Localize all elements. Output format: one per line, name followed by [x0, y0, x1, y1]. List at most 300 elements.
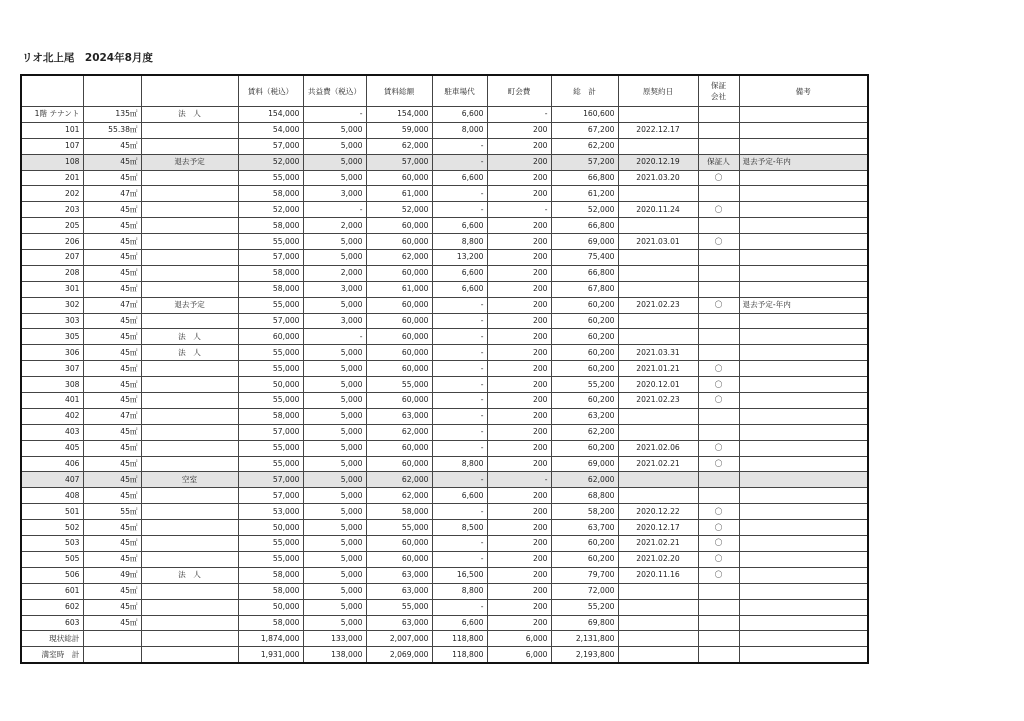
- cell-area: 55.38㎡: [83, 122, 141, 138]
- cell-guarantor: 〇: [698, 456, 739, 472]
- cell-parking: -: [432, 297, 487, 313]
- cell-status: [141, 202, 238, 218]
- cell-grand-total: 60,200: [551, 536, 618, 552]
- cell-guarantor: 〇: [698, 504, 739, 520]
- cell-rent: 57,000: [238, 250, 303, 266]
- cell-parking: 6,600: [432, 615, 487, 631]
- cell-common-fee: 5,000: [303, 583, 366, 599]
- cell-room: 408: [21, 488, 83, 504]
- table-row: [21, 472, 868, 488]
- cell-room: 現状総計: [21, 631, 83, 647]
- cell-parking: 13,200: [432, 250, 487, 266]
- cell-common-fee: 2,000: [303, 265, 366, 281]
- cell-area: 45㎡: [83, 456, 141, 472]
- cell-grand-total: 63,700: [551, 520, 618, 536]
- cell-grand-total: 52,000: [551, 202, 618, 218]
- page-title: リオ北上尾 2024年8月度: [22, 52, 153, 64]
- cell-guarantor: 〇: [698, 361, 739, 377]
- cell-common-fee: 2,000: [303, 218, 366, 234]
- cell-contract-date: [618, 647, 698, 663]
- cell-association-fee: -: [487, 472, 551, 488]
- cell-room: 202: [21, 186, 83, 202]
- cell-room: 505: [21, 551, 83, 567]
- cell-rent: 58,000: [238, 615, 303, 631]
- cell-guarantor: 〇: [698, 567, 739, 583]
- cell-status: [141, 265, 238, 281]
- cell-remarks: [739, 408, 868, 424]
- cell-contract-date: 2021.02.21: [618, 536, 698, 552]
- cell-status: [141, 138, 238, 154]
- cell-association-fee: 200: [487, 122, 551, 138]
- cell-status: [141, 424, 238, 440]
- cell-remarks: [739, 234, 868, 250]
- cell-guarantor: 〇: [698, 297, 739, 313]
- table-row: [21, 154, 868, 170]
- cell-association-fee: 200: [487, 393, 551, 409]
- cell-rent-total: 60,000: [366, 551, 432, 567]
- cell-remarks: [739, 472, 868, 488]
- cell-rent-total: 58,000: [366, 504, 432, 520]
- cell-rent-total: 63,000: [366, 408, 432, 424]
- cell-rent-total: 55,000: [366, 520, 432, 536]
- cell-contract-date: 2020.12.17: [618, 520, 698, 536]
- cell-grand-total: 60,200: [551, 440, 618, 456]
- cell-guarantor: 〇: [698, 377, 739, 393]
- cell-area: 45㎡: [83, 154, 141, 170]
- cell-rent: 55,000: [238, 440, 303, 456]
- cell-grand-total: 67,200: [551, 122, 618, 138]
- cell-parking: 6,600: [432, 107, 487, 123]
- cell-rent-total: 62,000: [366, 138, 432, 154]
- table-row: [21, 170, 868, 186]
- cell-parking: 6,600: [432, 265, 487, 281]
- cell-remarks: [739, 599, 868, 615]
- cell-rent: 1,874,000: [238, 631, 303, 647]
- cell-rent: 55,000: [238, 297, 303, 313]
- cell-room: 205: [21, 218, 83, 234]
- cell-guarantor: [698, 488, 739, 504]
- cell-area: 45㎡: [83, 615, 141, 631]
- cell-grand-total: 69,000: [551, 234, 618, 250]
- cell-rent: 55,000: [238, 170, 303, 186]
- cell-status: [141, 250, 238, 266]
- cell-room: 502: [21, 520, 83, 536]
- cell-common-fee: 5,000: [303, 297, 366, 313]
- table-row: [21, 520, 868, 536]
- cell-common-fee: 5,000: [303, 567, 366, 583]
- cell-rent: 58,000: [238, 281, 303, 297]
- header-common-fee: 共益費（税込）: [303, 75, 366, 107]
- totals-row: [21, 647, 868, 663]
- cell-rent: 54,000: [238, 122, 303, 138]
- table-body: [21, 107, 868, 664]
- cell-parking: -: [432, 361, 487, 377]
- cell-area: 45㎡: [83, 583, 141, 599]
- header-guarantor: 保証 会社: [698, 75, 739, 107]
- cell-common-fee: 5,000: [303, 615, 366, 631]
- cell-rent: 55,000: [238, 456, 303, 472]
- cell-room: 506: [21, 567, 83, 583]
- cell-parking: 118,800: [432, 631, 487, 647]
- cell-common-fee: 5,000: [303, 377, 366, 393]
- cell-grand-total: 62,000: [551, 472, 618, 488]
- cell-status: [141, 281, 238, 297]
- cell-status: [141, 361, 238, 377]
- table-row: [21, 615, 868, 631]
- cell-contract-date: [618, 631, 698, 647]
- table-row: [21, 234, 868, 250]
- cell-rent-total: 2,007,000: [366, 631, 432, 647]
- header-status: [141, 75, 238, 107]
- cell-remarks: [739, 615, 868, 631]
- cell-remarks: [739, 138, 868, 154]
- cell-parking: -: [432, 551, 487, 567]
- cell-area: 45㎡: [83, 218, 141, 234]
- cell-rent-total: 60,000: [366, 329, 432, 345]
- cell-remarks: [739, 170, 868, 186]
- cell-grand-total: 69,000: [551, 456, 618, 472]
- cell-guarantor: 〇: [698, 520, 739, 536]
- cell-rent-total: 60,000: [366, 361, 432, 377]
- cell-rent-total: 60,000: [366, 345, 432, 361]
- table-row: [21, 250, 868, 266]
- cell-grand-total: 2,193,800: [551, 647, 618, 663]
- cell-common-fee: 5,000: [303, 138, 366, 154]
- cell-room: 307: [21, 361, 83, 377]
- cell-remarks: [739, 107, 868, 123]
- cell-grand-total: 66,800: [551, 218, 618, 234]
- cell-contract-date: 2021.03.20: [618, 170, 698, 186]
- cell-status: [141, 551, 238, 567]
- cell-grand-total: 75,400: [551, 250, 618, 266]
- cell-rent-total: 52,000: [366, 202, 432, 218]
- cell-association-fee: 200: [487, 361, 551, 377]
- cell-parking: -: [432, 202, 487, 218]
- cell-contract-date: 2021.03.01: [618, 234, 698, 250]
- cell-rent: 55,000: [238, 361, 303, 377]
- cell-contract-date: [618, 265, 698, 281]
- cell-parking: -: [432, 329, 487, 345]
- cell-association-fee: 200: [487, 138, 551, 154]
- cell-remarks: [739, 456, 868, 472]
- cell-area: 45㎡: [83, 551, 141, 567]
- cell-contract-date: 2021.03.31: [618, 345, 698, 361]
- cell-rent-total: 60,000: [366, 440, 432, 456]
- cell-common-fee: 3,000: [303, 281, 366, 297]
- cell-area: 45㎡: [83, 234, 141, 250]
- cell-association-fee: 200: [487, 504, 551, 520]
- cell-rent: 50,000: [238, 377, 303, 393]
- cell-room: 603: [21, 615, 83, 631]
- cell-contract-date: [618, 615, 698, 631]
- cell-guarantor: [698, 408, 739, 424]
- cell-parking: 6,600: [432, 281, 487, 297]
- cell-parking: -: [432, 599, 487, 615]
- cell-area: 45㎡: [83, 440, 141, 456]
- cell-room: 501: [21, 504, 83, 520]
- cell-grand-total: 61,200: [551, 186, 618, 202]
- cell-common-fee: 5,000: [303, 551, 366, 567]
- table-row: [21, 456, 868, 472]
- cell-remarks: [739, 393, 868, 409]
- cell-contract-date: [618, 599, 698, 615]
- cell-status: [141, 170, 238, 186]
- cell-guarantor: [698, 281, 739, 297]
- cell-common-fee: 5,000: [303, 472, 366, 488]
- cell-rent: 1,931,000: [238, 647, 303, 663]
- table-row: [21, 345, 868, 361]
- cell-association-fee: 200: [487, 250, 551, 266]
- table-row: [21, 202, 868, 218]
- cell-contract-date: [618, 424, 698, 440]
- cell-grand-total: 66,800: [551, 265, 618, 281]
- cell-contract-date: 2021.02.21: [618, 456, 698, 472]
- cell-rent: 55,000: [238, 345, 303, 361]
- cell-parking: -: [432, 186, 487, 202]
- cell-area: 47㎡: [83, 297, 141, 313]
- cell-rent-total: 63,000: [366, 567, 432, 583]
- cell-status: [141, 122, 238, 138]
- header-row: [21, 75, 868, 107]
- cell-association-fee: 200: [487, 408, 551, 424]
- cell-contract-date: 2020.12.19: [618, 154, 698, 170]
- cell-room: 101: [21, 122, 83, 138]
- cell-contract-date: [618, 329, 698, 345]
- cell-room: 601: [21, 583, 83, 599]
- cell-room: 402: [21, 408, 83, 424]
- cell-rent-total: 60,000: [366, 297, 432, 313]
- cell-remarks: [739, 504, 868, 520]
- cell-rent-total: 57,000: [366, 154, 432, 170]
- cell-status: 法 人: [141, 107, 238, 123]
- cell-contract-date: [618, 218, 698, 234]
- cell-contract-date: 2020.12.01: [618, 377, 698, 393]
- cell-common-fee: 5,000: [303, 424, 366, 440]
- cell-area: 45㎡: [83, 138, 141, 154]
- cell-association-fee: 6,000: [487, 647, 551, 663]
- cell-contract-date: 2020.12.22: [618, 504, 698, 520]
- cell-guarantor: [698, 313, 739, 329]
- cell-guarantor: [698, 631, 739, 647]
- cell-contract-date: 2021.01.21: [618, 361, 698, 377]
- header-grand-total: 総 計: [551, 75, 618, 107]
- cell-common-fee: 5,000: [303, 408, 366, 424]
- cell-remarks: [739, 536, 868, 552]
- cell-room: 206: [21, 234, 83, 250]
- cell-remarks: [739, 281, 868, 297]
- cell-grand-total: 66,800: [551, 170, 618, 186]
- table-row: [21, 583, 868, 599]
- cell-parking: 118,800: [432, 647, 487, 663]
- cell-rent-total: 62,000: [366, 250, 432, 266]
- cell-rent-total: 62,000: [366, 472, 432, 488]
- cell-association-fee: 200: [487, 488, 551, 504]
- cell-rent: 58,000: [238, 265, 303, 281]
- table-row: [21, 504, 868, 520]
- cell-rent-total: 154,000: [366, 107, 432, 123]
- cell-parking: 6,600: [432, 488, 487, 504]
- cell-guarantor: 〇: [698, 170, 739, 186]
- cell-rent: 58,000: [238, 186, 303, 202]
- cell-association-fee: 200: [487, 234, 551, 250]
- cell-remarks: [739, 361, 868, 377]
- table-row: [21, 361, 868, 377]
- cell-guarantor: [698, 107, 739, 123]
- cell-parking: -: [432, 138, 487, 154]
- cell-grand-total: 79,700: [551, 567, 618, 583]
- cell-status: [141, 647, 238, 663]
- cell-rent-total: 60,000: [366, 313, 432, 329]
- cell-common-fee: 3,000: [303, 186, 366, 202]
- cell-status: [141, 408, 238, 424]
- cell-area: 45㎡: [83, 424, 141, 440]
- cell-guarantor: [698, 615, 739, 631]
- cell-rent: 57,000: [238, 138, 303, 154]
- cell-status: [141, 583, 238, 599]
- cell-status: 退去予定: [141, 297, 238, 313]
- cell-parking: -: [432, 440, 487, 456]
- cell-status: 空室: [141, 472, 238, 488]
- cell-room: 302: [21, 297, 83, 313]
- cell-area: 47㎡: [83, 408, 141, 424]
- cell-association-fee: 200: [487, 551, 551, 567]
- rent-roll-table: [20, 74, 869, 664]
- table-row: [21, 329, 868, 345]
- cell-association-fee: 200: [487, 440, 551, 456]
- cell-grand-total: 60,200: [551, 297, 618, 313]
- cell-parking: 8,800: [432, 456, 487, 472]
- cell-common-fee: 5,000: [303, 345, 366, 361]
- cell-area: 45㎡: [83, 377, 141, 393]
- cell-area: 45㎡: [83, 361, 141, 377]
- table-row: [21, 218, 868, 234]
- cell-common-fee: 5,000: [303, 536, 366, 552]
- cell-association-fee: -: [487, 107, 551, 123]
- cell-grand-total: 60,200: [551, 361, 618, 377]
- cell-contract-date: [618, 107, 698, 123]
- cell-common-fee: 3,000: [303, 313, 366, 329]
- cell-contract-date: [618, 472, 698, 488]
- cell-rent-total: 60,000: [366, 218, 432, 234]
- header-rent: 賃料（税込）: [238, 75, 303, 107]
- table-row: [21, 599, 868, 615]
- cell-grand-total: 60,200: [551, 329, 618, 345]
- cell-guarantor: [698, 329, 739, 345]
- cell-room: 満室時 計: [21, 647, 83, 663]
- cell-grand-total: 63,200: [551, 408, 618, 424]
- cell-room: 602: [21, 599, 83, 615]
- cell-association-fee: 200: [487, 520, 551, 536]
- table-row: [21, 297, 868, 313]
- cell-room: 107: [21, 138, 83, 154]
- cell-room: 108: [21, 154, 83, 170]
- cell-status: [141, 536, 238, 552]
- table-row: [21, 408, 868, 424]
- cell-remarks: [739, 265, 868, 281]
- cell-common-fee: -: [303, 329, 366, 345]
- cell-association-fee: 200: [487, 583, 551, 599]
- cell-contract-date: 2020.11.16: [618, 567, 698, 583]
- cell-grand-total: 62,200: [551, 138, 618, 154]
- header-contract-date: 原契約日: [618, 75, 698, 107]
- cell-common-fee: 138,000: [303, 647, 366, 663]
- table-row: [21, 551, 868, 567]
- table-row: [21, 265, 868, 281]
- cell-status: [141, 186, 238, 202]
- cell-rent: 57,000: [238, 488, 303, 504]
- cell-remarks: [739, 520, 868, 536]
- cell-rent-total: 60,000: [366, 170, 432, 186]
- cell-rent-total: 63,000: [366, 615, 432, 631]
- cell-status: [141, 440, 238, 456]
- cell-rent: 154,000: [238, 107, 303, 123]
- cell-association-fee: 200: [487, 218, 551, 234]
- cell-status: [141, 599, 238, 615]
- cell-guarantor: [698, 250, 739, 266]
- cell-area: 135㎡: [83, 107, 141, 123]
- cell-rent-total: 60,000: [366, 234, 432, 250]
- cell-contract-date: [618, 250, 698, 266]
- cell-remarks: [739, 631, 868, 647]
- cell-common-fee: 5,000: [303, 250, 366, 266]
- cell-association-fee: 200: [487, 345, 551, 361]
- cell-room: 208: [21, 265, 83, 281]
- cell-grand-total: 58,200: [551, 504, 618, 520]
- cell-grand-total: 62,200: [551, 424, 618, 440]
- table-row: [21, 567, 868, 583]
- cell-contract-date: [618, 281, 698, 297]
- cell-rent-total: 62,000: [366, 424, 432, 440]
- cell-status: 法 人: [141, 345, 238, 361]
- cell-association-fee: 200: [487, 567, 551, 583]
- cell-remarks: [739, 551, 868, 567]
- cell-rent-total: 59,000: [366, 122, 432, 138]
- cell-status: [141, 456, 238, 472]
- cell-remarks: 退去予定-年内: [739, 297, 868, 313]
- totals-row: [21, 631, 868, 647]
- cell-area: 45㎡: [83, 345, 141, 361]
- cell-status: [141, 234, 238, 250]
- cell-room: 203: [21, 202, 83, 218]
- cell-area: 45㎡: [83, 313, 141, 329]
- cell-common-fee: -: [303, 202, 366, 218]
- cell-association-fee: 200: [487, 154, 551, 170]
- cell-association-fee: -: [487, 202, 551, 218]
- cell-area: 45㎡: [83, 520, 141, 536]
- cell-rent-total: 55,000: [366, 377, 432, 393]
- cell-room: 207: [21, 250, 83, 266]
- cell-rent: 53,000: [238, 504, 303, 520]
- cell-room: 301: [21, 281, 83, 297]
- table-row: [21, 313, 868, 329]
- cell-common-fee: 5,000: [303, 170, 366, 186]
- cell-area: 47㎡: [83, 186, 141, 202]
- cell-guarantor: [698, 345, 739, 361]
- cell-room: 303: [21, 313, 83, 329]
- cell-status: [141, 504, 238, 520]
- cell-remarks: [739, 186, 868, 202]
- cell-area: 45㎡: [83, 599, 141, 615]
- cell-parking: -: [432, 504, 487, 520]
- cell-status: 法 人: [141, 567, 238, 583]
- cell-grand-total: 160,600: [551, 107, 618, 123]
- cell-remarks: [739, 329, 868, 345]
- cell-grand-total: 60,200: [551, 313, 618, 329]
- cell-association-fee: 200: [487, 281, 551, 297]
- cell-parking: 8,800: [432, 234, 487, 250]
- cell-area: [83, 631, 141, 647]
- cell-rent: 55,000: [238, 536, 303, 552]
